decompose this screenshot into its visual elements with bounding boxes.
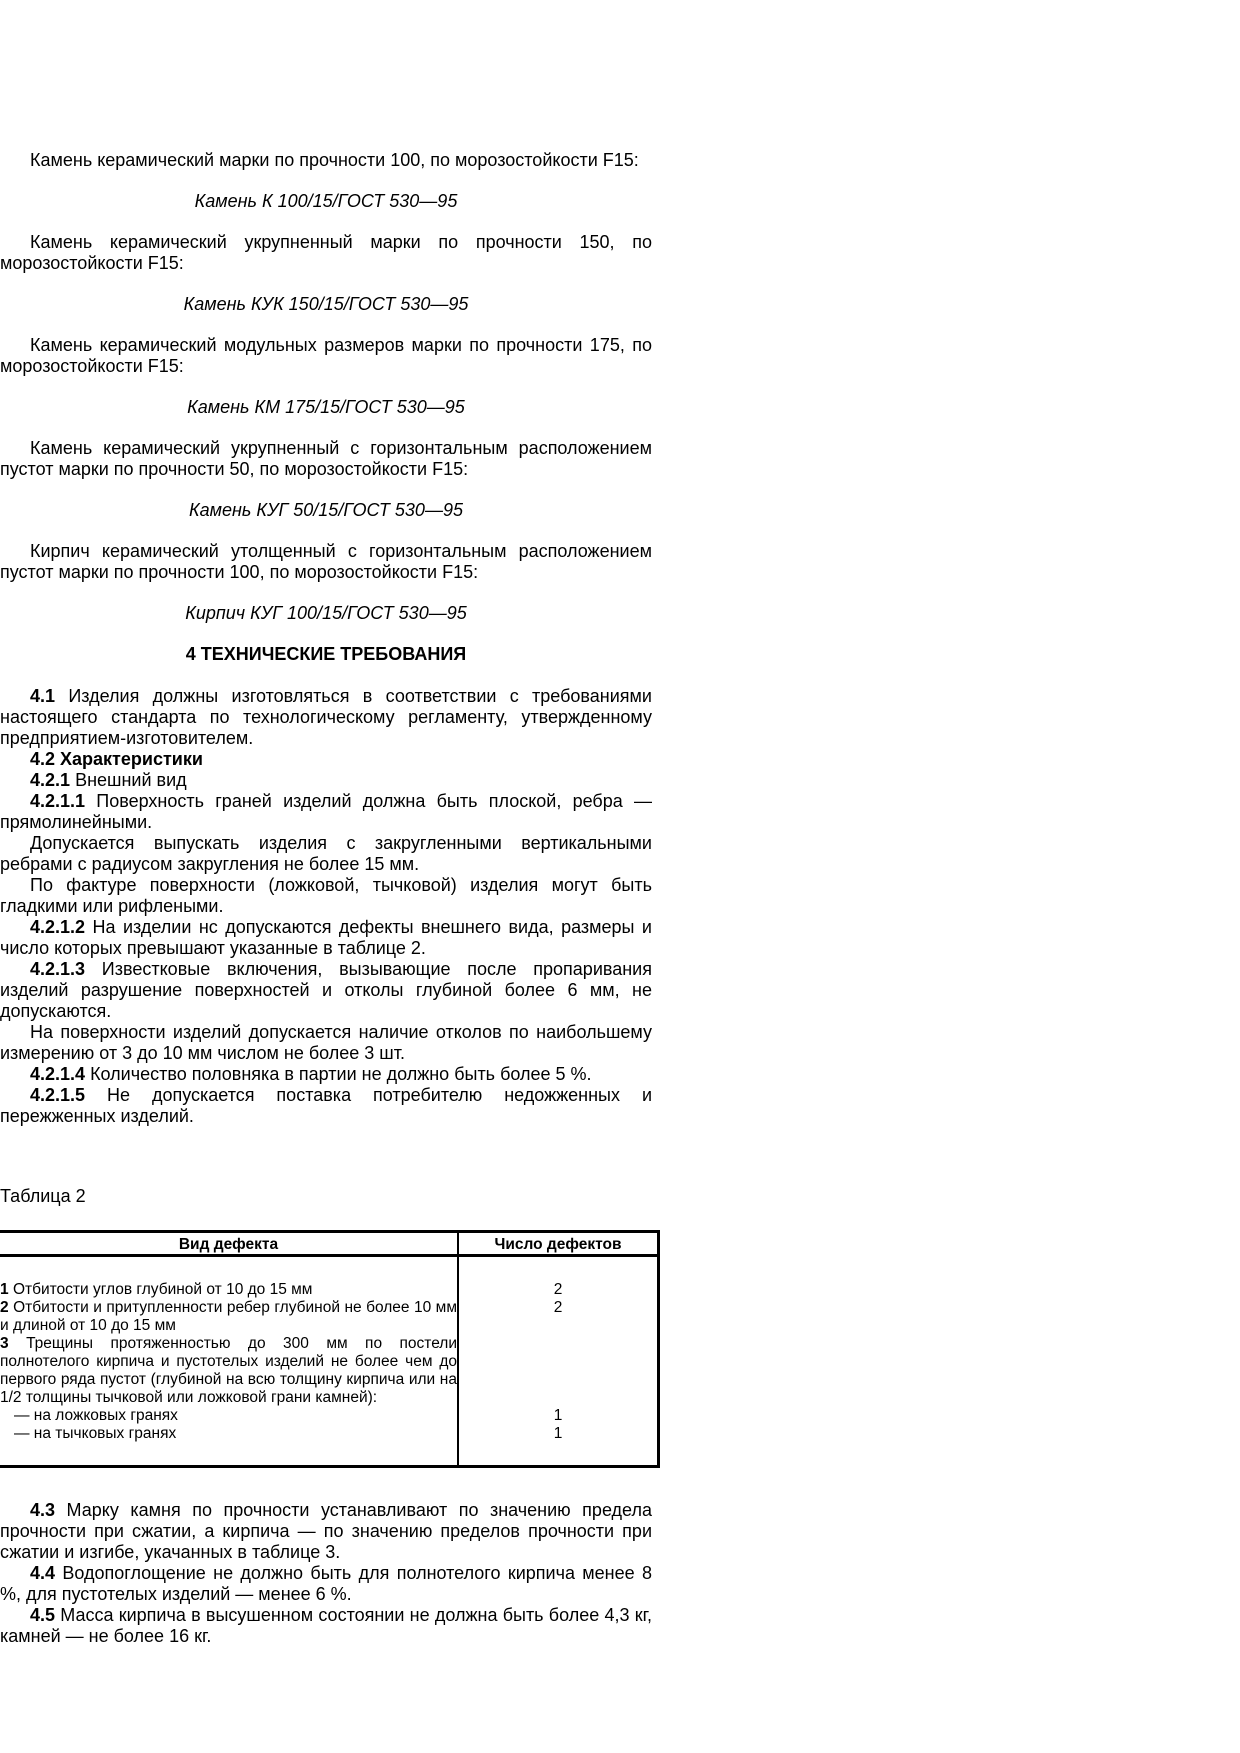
defect-counts-cell xyxy=(458,1256,659,1467)
clause-4-1-text: Изделия должны изготовляться в соответствии с требованиями настоящего стандарта по технологическому регламенту, утвержденному предприятием-изготовителем. xyxy=(0,686,652,748)
count-value: 2 xyxy=(553,1281,563,1298)
clause-4-2-1-3-text: Известковые включения, вызывающие после пропаривания изделий разрушение поверхностей и отколы глубиной более 6 мм, не допускаются. xyxy=(0,959,652,1021)
example-designation-4: Камень КУГ 50/15/ГОСТ 530—95 xyxy=(189,500,463,520)
clause-4-2-1-2-number: 4.2.1.2 xyxy=(30,917,86,937)
count-value: 1 xyxy=(553,1425,563,1442)
header-defect-type: Вид дефекта xyxy=(0,1232,458,1256)
clause-4-3-text: Марку камня по прочности устанавливают по значению предела прочности при сжатии, а кирпича — по значению пределов прочности при сжатии и изгибе, укачанных в таблице 3. xyxy=(0,1500,652,1562)
clause-4-2: 4.2 Характеристики xyxy=(30,749,203,769)
table-row: — на тычковых гранях xyxy=(14,1425,177,1442)
clause-4-2-1-4 xyxy=(0,1064,652,1085)
clause-4-2-1-3-number: 4.2.1.3 xyxy=(30,959,86,979)
clause-4-2-1-5-text: Не допускается поставка потребителю недожженных и пережженных изделий. xyxy=(0,1085,652,1126)
example-text-2: Камень керамический укрупненный марки по прочности 150, по морозостойкости F15: xyxy=(0,232,652,273)
count-spacer xyxy=(459,1317,657,1407)
paragraph-texture: По фактуре поверхности (ложковой, тычковой) изделия могут быть гладкими или рифлеными. xyxy=(0,875,652,916)
clause-4-2-1-5 xyxy=(0,1085,652,1127)
clause-4-2-1-text: Внешний вид xyxy=(75,770,187,790)
clause-4-4 xyxy=(0,1563,652,1605)
example-designation-5: Кирпич КУГ 100/15/ГОСТ 530—95 xyxy=(185,603,467,623)
example-text-4: Камень керамический укрупненный с горизонтальным расположением пустот марки по прочности 50, по морозостойкости F15: xyxy=(0,438,652,479)
example-text-1: Камень керамический марки по прочности 100, по морозостойкости F15: xyxy=(30,150,639,170)
clause-4-3 xyxy=(0,1500,652,1563)
example-text-5: Кирпич керамический утолщенный с горизонтальным расположением пустот марки по прочности 100, по морозостойкости F15: xyxy=(0,541,652,582)
paragraph-chips: На поверхности изделий допускается наличие отколов по наибольшему измерению от 3 до 10 мм числом не более 3 шт. xyxy=(0,1022,652,1063)
examples-block xyxy=(0,150,652,1127)
example-designation-2: Камень КУК 150/15/ГОСТ 530—95 xyxy=(183,294,469,314)
table-row: — на ложковых гранях xyxy=(14,1407,178,1424)
row-text: Отбитости и притупленности ребер глубиной не более 10 мм и длиной от 10 до 15 мм xyxy=(0,1299,457,1334)
row-number: 2 xyxy=(0,1299,9,1316)
example-designation-3: Камень КМ 175/15/ГОСТ 530—95 xyxy=(187,397,465,417)
count-value: 2 xyxy=(553,1299,563,1316)
clause-4-2-1-1-text: Поверхность граней изделий должна быть плоской, ребра — прямолинейными. xyxy=(0,791,652,832)
clause-4-2-1 xyxy=(0,770,652,791)
clause-4-1-number: 4.1 xyxy=(30,686,56,706)
clause-4-2-1-number: 4.2.1 xyxy=(30,770,71,790)
table-row xyxy=(0,1299,457,1335)
clause-4-2-1-4-number: 4.2.1.4 xyxy=(30,1064,86,1084)
clause-4-4-number: 4.4 xyxy=(30,1563,56,1583)
header-defect-count: Число дефектов xyxy=(458,1232,659,1256)
clause-4-5 xyxy=(0,1605,652,1647)
table-header-row xyxy=(0,1232,659,1256)
row-text: Трещины протяженностью до 300 мм по постели полнотелого кирпича и пустотелых изделий не более чем до первого ряда пустот (глубиной на всю толщину кирпича или на 1/2 толщины тычковой или ложковой грани камней): xyxy=(0,1335,458,1406)
clause-4-2-1-2 xyxy=(0,917,652,959)
defects-table xyxy=(0,1230,660,1468)
table-row xyxy=(0,1281,457,1299)
clause-4-1 xyxy=(0,686,652,749)
defect-descriptions-cell xyxy=(0,1256,458,1467)
count-value: 1 xyxy=(553,1407,563,1424)
clause-4-2-1-1 xyxy=(0,791,652,833)
clause-4-2-1-2-text: На изделии нс допускаются дефекты внешнего вида, размеры и число которых превышают указанные в таблице 2. xyxy=(0,917,652,958)
after-table-block xyxy=(0,1500,652,1647)
clause-4-4-text: Водопоглощение не должно быть для полнотелого кирпича менее 8 %, для пустотелых изделий — менее 6 %. xyxy=(0,1563,652,1604)
clause-4-5-text: Масса кирпича в высушенном состоянии не должна быть более 4,3 кг, камней — не более 16 кг. xyxy=(0,1605,652,1646)
row-number: 3 xyxy=(0,1335,9,1352)
clause-4-2-1-3 xyxy=(0,959,652,1022)
clause-4-3-number: 4.3 xyxy=(30,1500,56,1520)
clause-4-2-1-5-number: 4.2.1.5 xyxy=(30,1085,86,1105)
example-designation-1: Камень К 100/15/ГОСТ 530—95 xyxy=(194,191,458,211)
clause-4-5-number: 4.5 xyxy=(30,1605,56,1625)
table-row xyxy=(0,1335,457,1407)
paragraph-rounded-edges: Допускается выпускать изделия с закругленными вертикальными ребрами с радиусом закругления не более 15 мм. xyxy=(0,833,652,874)
table-body-row xyxy=(0,1256,659,1467)
row-text: Отбитости углов глубиной от 10 до 15 мм xyxy=(12,1281,313,1298)
row-number: 1 xyxy=(0,1281,9,1298)
clause-4-2-1-1-number: 4.2.1.1 xyxy=(30,791,86,811)
example-text-3: Камень керамический модульных размеров марки по прочности 175, по морозостойкости F15: xyxy=(0,335,652,376)
table-caption: Таблица 2 xyxy=(0,1186,86,1206)
section-heading: 4 ТЕХНИЧЕСКИЕ ТРЕБОВАНИЯ xyxy=(185,644,467,664)
clause-4-2-1-4-text: Количество половняка в партии не должно быть более 5 %. xyxy=(90,1064,592,1084)
